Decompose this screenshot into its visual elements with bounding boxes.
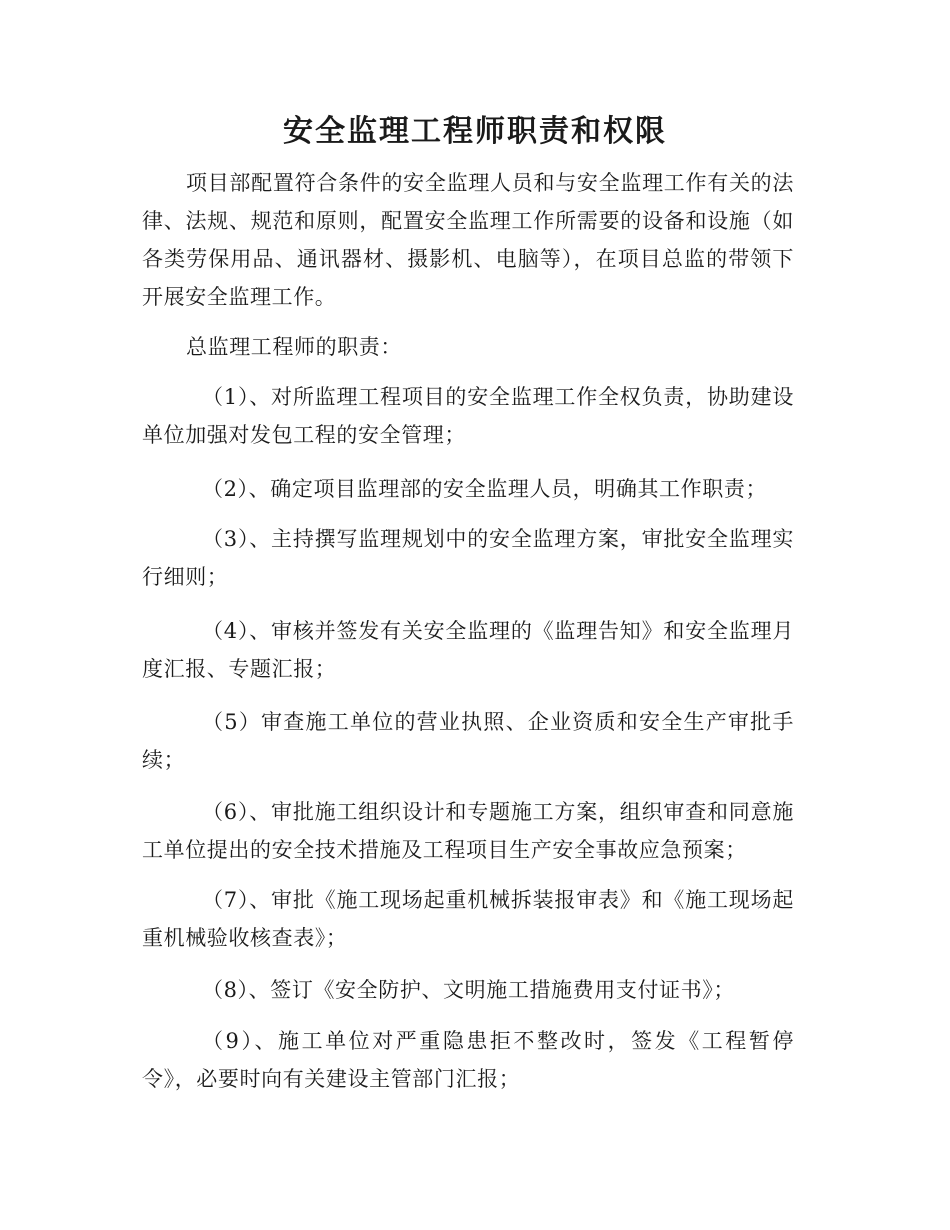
duty-item-3: （3）、主持撰写监理规划中的安全监理方案，审批安全监理实行细则； <box>142 527 794 589</box>
duty-item-7: （7）、审批《施工现场起重机械拆装报审表》和《施工现场起重机械验收核查表》； <box>142 888 794 950</box>
duty-item-5: （5）审查施工单位的营业执照、企业资质和安全生产审批手续； <box>142 710 794 772</box>
duty-item-4: （4）、审核并签发有关安全监理的《监理告知》和安全监理月度汇报、专题汇报； <box>142 619 794 681</box>
page-title: 安全监理工程师职责和权限 <box>283 114 667 149</box>
duties-heading: 总监理工程师的职责： <box>186 335 402 359</box>
duty-item-1: （1）、对所监理工程项目的安全监理工作全权负责，协助建设单位加强对发包工程的安全管理； <box>142 385 794 447</box>
duty-item-8: （8）、签订《安全防护、文明施工措施费用支付证书》； <box>202 978 735 1002</box>
duty-item-9: （9）、施工单位对严重隐患拒不整改时，签发《工程暂停令》，必要时向有关建设主管部门汇报； <box>142 1029 794 1091</box>
duty-item-2: （2）、确定项目监理部的安全监理人员，明确其工作职责； <box>202 477 768 501</box>
duty-item-6: （6）、审批施工组织设计和专题施工方案，组织审查和同意施工单位提出的安全技术措施及工程项目生产安全事故应急预案； <box>142 800 794 862</box>
intro-paragraph: 项目部配置符合条件的安全监理人员和与安全监理工作有关的法律、法规、规范和原则，配置安全监理工作所需要的设备和设施（如各类劳保用品、通讯器材、摄影机、电脑等），在项目总监的带领下开展安全监理工作。 <box>142 171 794 309</box>
